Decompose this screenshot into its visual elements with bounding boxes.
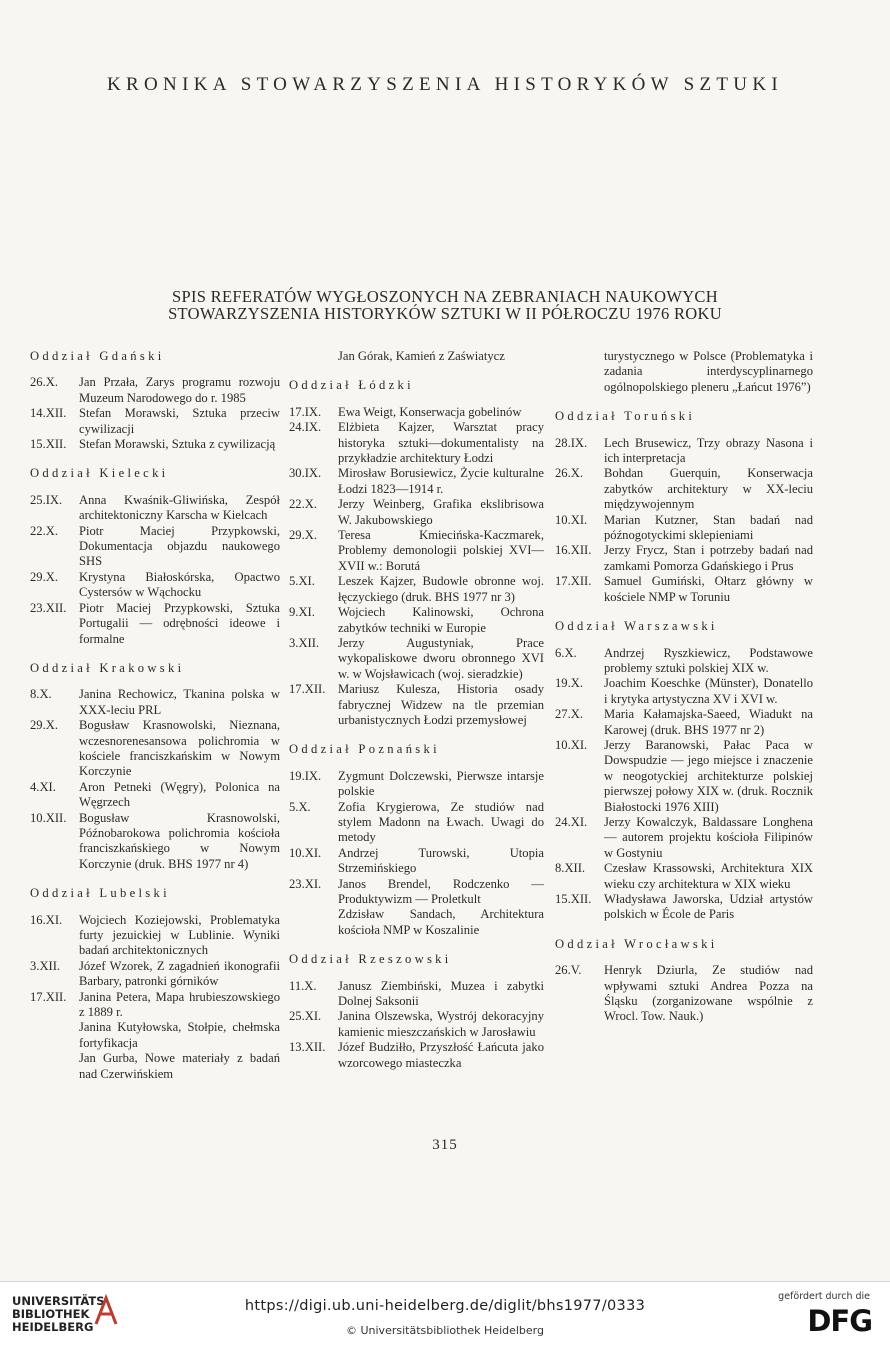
list-item: 14.XII. Stefan Morawski, Sztuka przeciw cywilizacji (30, 406, 280, 436)
permalink-url[interactable]: https://digi.ub.uni-heidelberg.de/diglit/bhs1977/0333 (244, 1298, 646, 1314)
dfg-logo[interactable]: DFG (807, 1304, 872, 1338)
section-wroclawski: Oddział Wrocławski (555, 936, 718, 951)
column-1 (30, 349, 280, 1082)
section-lubelski: Oddział Lubelski (30, 886, 170, 901)
list-item: 5.XI. Leszek Kajzer, Budowle obronne woj. łęczyckiego (druk. BHS 1977 nr 3) (289, 574, 544, 604)
list-item: 24.IX. Elżbieta Kajzer, Warsztat pracy historyka sztuki—dokumentalisty na przykładzie architektury Łodzi (289, 420, 544, 466)
list-item: 10.XI. Marian Kutzner, Stan badań nad późnogotyckimi sklepieniami (555, 512, 813, 543)
viewer-footer (0, 1281, 890, 1347)
copyright-notice: © Universitätsbibliothek Heidelberg (345, 1324, 544, 1337)
section-lodzki: Oddział Łódzki (289, 378, 414, 393)
list-item: 5.X. Zofia Krygierowa, Ze studiów nad stylem Madonn na Łwach. Uwagi do metody (289, 799, 544, 845)
list-item: Zdzisław Sandach, Architektura kościoła NMP w Koszalinie (338, 907, 544, 937)
continued-entry: Jan Górak, Kamień z Zaświatycz (338, 349, 505, 363)
list-item: 19.X. Joachim Koeschke (Münster), Donatello i krytyka artystyczna XV i XVI w. (555, 676, 813, 706)
library-logo[interactable]: UNIVERSITÄTS- BIBLIOTHEK HEIDELBERG (12, 1294, 110, 1334)
list-item: 29.X. Krystyna Białoskórska, Opactwo Cystersów w Wąchocku (30, 569, 280, 600)
list-item: 10.XII. Bogusław Krasnowolski, Późnobarokowa polichromia kościoła franciszkańskiego w Nowym Korczynie (druk. BHS 1977 nr 4) (30, 810, 280, 871)
list-item: 23.XI. Janos Brendel, Rodczenko — Produktywizm — Proletkult (289, 876, 544, 906)
list-item: 27.X. Maria Kałamajska-Saeed, Wiadukt na Karowej (druk. BHS 1977 nr 2) (555, 707, 813, 737)
section-torunski: Oddział Toruński (555, 409, 696, 424)
list-item: 25.XI. Janina Olszewska, Wystrój dekoracyjny kamienic mieszczańskich w Jarosławiu (289, 1009, 544, 1039)
list-item: 4.XI. Aron Petneki (Węgry), Polonica na Węgrzech (30, 779, 280, 810)
list-item: 16.XII. Jerzy Frycz, Stan i potrzeby badań nad zamkami Pomorza Gdańskiego i Prus (555, 543, 813, 573)
list-item: Janina Kutyłowska, Stołpie, chełmska fortyfikacja (79, 1020, 280, 1050)
list-item: 30.IX. Mirosław Borusiewicz, Życie kulturalne Łodzi 1823—1914 r. (289, 466, 544, 496)
section-rzeszowski: Oddział Rzeszowski (289, 952, 452, 967)
title-line-2: STOWARZYSZENIA HISTORYKÓW SZTUKI W II PÓŁROCZU 1976 ROKU (168, 304, 722, 323)
funding-note: gefördert durch die (778, 1291, 870, 1302)
list-item: 8.X. Janina Rechowicz, Tkanina polska w XXX-leciu PRL (30, 687, 280, 717)
list-item: 26.X. Bohdan Guerquin, Konserwacja zabytków architektury w XX-leciu międzywojennym (555, 466, 813, 512)
continued-entry: turystycznego w Polsce (Problematyka i zadania interdyscyplinarnego ogólnopolskiego pleneru „Łańcut 1976”) (604, 349, 813, 394)
list-item: 16.XI. Wojciech Koziejowski, Problematyka furty jezuickiej w Lublinie. Wyniki badań architektonicznych (30, 912, 280, 958)
article-title (0, 288, 890, 322)
list-item: 8.XII. Czesław Krassowski, Architektura XIX wieku czy architektura w XIX wieku (555, 861, 813, 891)
list-item: 9.XI. Wojciech Kalinowski, Ochrona zabytków techniki w Europie (289, 605, 544, 635)
list-item: 24.XI. Jerzy Kowalczyk, Baldassare Longhena — autorem projektu kościoła Filipinów w Gostyniu (555, 814, 813, 860)
list-item: 10.XI. Andrzej Turowski, Utopia Strzemińskiego (289, 845, 544, 876)
list-item: 11.X. Janusz Ziembiński, Muzea i zabytki Dolnej Saksonii (289, 978, 544, 1009)
list-item: 22.X. Jerzy Weinberg, Grafika ekslibrisowa W. Jakubowskiego (289, 497, 544, 527)
list-item: 13.XII. Józef Budziłło, Przyszłość Łańcuta jako wzorcowego miasteczka (289, 1040, 544, 1070)
list-item: 3.XII. Józef Wzorek, Z zagadnień ikonografii Barbary, patronki górników (30, 958, 280, 989)
list-item: 26.X. Jan Przała, Zarys programu rozwoju Muzeum Narodowego do r. 1985 (30, 375, 280, 405)
list-item: 10.XI. Jerzy Baranowski, Pałac Paca w Dowspudzie — jego miejsce i znaczenie w neogotyckiej architekturze polskiej pierwszej połowy XIX w. (druk. Rocznik Białostocki 1976 XIII) (555, 737, 813, 814)
column-3 (555, 349, 813, 1025)
list-item: 29.X. Bogusław Krasnowolski, Nieznana, wczesnorenesansowa polichromia w kościele franciszkańskim w Nowym Korczynie (30, 718, 280, 779)
list-item: 6.X. Andrzej Ryszkiewicz, Podstawowe problemy sztuki polskiej XIX w. (555, 645, 813, 675)
list-item: 22.X. Piotr Maciej Przypkowski, Dokumentacja objazdu naukowego SHS (30, 523, 280, 569)
section-kielecki: Oddział Kielecki (30, 466, 169, 481)
column-2 (289, 349, 544, 1071)
list-item: 3.XII. Jerzy Augustyniak, Prace wykopaliskowe dworu obronnego XVI w. w Wojsławicach (woj. sieradzkie) (289, 635, 544, 681)
section-poznanski: Oddział Poznański (289, 742, 440, 757)
list-item: 15.XII. Władysława Jaworska, Udział artystów polskich w École de Paris (555, 892, 813, 922)
journal-header: KRONIKA STOWARZYSZENIA HISTORYKÓW SZTUKI (107, 74, 783, 95)
list-item: 15.XII. Stefan Morawski, Sztuka z cywilizacją (30, 437, 276, 452)
list-item: 29.X. Teresa Kmiecińska-Kaczmarek, Problemy demonologii polskiej XVI—XVII w.: Borutá (289, 528, 544, 573)
page-number: 315 (432, 1137, 458, 1153)
list-item: 25.IX. Anna Kwaśnik-Gliwińska, Zespół architektoniczny Karscha w Kielcach (30, 492, 280, 523)
list-item: 17.XII. Samuel Gumiński, Ołtarz główny w kościele NMP w Toruniu (555, 574, 813, 604)
list-item: 19.IX. Zygmunt Dolczewski, Pierwsze intarsje polskie (289, 768, 544, 799)
section-warszawski: Oddział Warszawski (555, 619, 718, 634)
title-line-1: SPIS REFERATÓW WYGŁOSZONYCH NA ZEBRANIACH NAUKOWYCH (172, 287, 718, 306)
list-item: 17.XII. Mariusz Kulesza, Historia osady fabrycznej Widzew na tle przemian urbanistycznych Łodzi przemysłowej (289, 682, 544, 727)
list-item: 17.XII. Janina Petera, Mapa hrubieszowskiego z 1889 r. (30, 989, 280, 1020)
list-item: 23.XII. Piotr Maciej Przypkowski, Sztuka Portugalii — odrębności ideowe i formalne (30, 600, 280, 646)
list-item: 26.V. Henryk Dziurla, Ze studiów nad wpływami sztuki Andrea Pozza na Śląsku (zorganizowane wspólnie z Wrocl. Tow. Nauk.) (555, 963, 813, 1024)
list-item: 17.IX. Ewa Weigt, Konserwacja gobelinów (289, 404, 522, 419)
list-item: 28.IX. Lech Brusewicz, Trzy obrazy Nasona i ich interpretacja (555, 435, 813, 466)
list-item: Jan Gurba, Nowe materiały z badań nad Czerwińskiem (79, 1051, 280, 1081)
section-gdanski: Oddział Gdański (30, 349, 165, 363)
section-krakowski: Oddział Krakowski (30, 660, 185, 675)
